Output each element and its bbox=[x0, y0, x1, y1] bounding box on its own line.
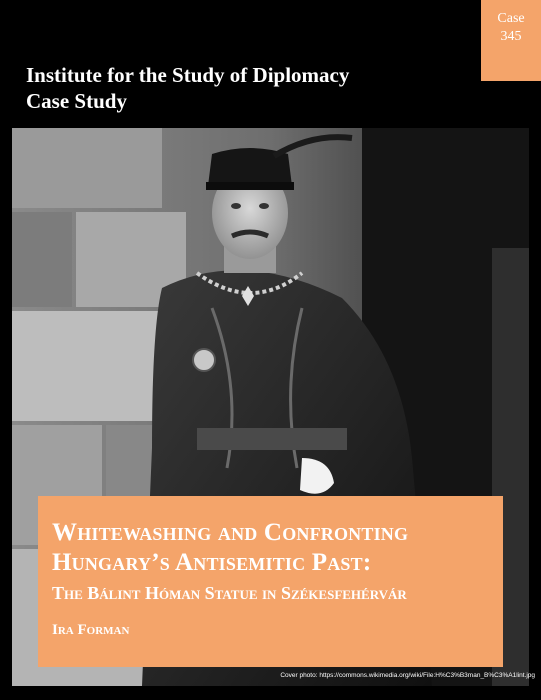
title-line-1: Whitewashing and Confronting bbox=[52, 519, 409, 546]
institute-title bbox=[26, 62, 349, 114]
title-box bbox=[38, 496, 503, 667]
case-label: Case bbox=[497, 11, 525, 26]
case-subtitle: The Bálint Hóman Statue in Székesfehérvár bbox=[52, 583, 407, 603]
author-name: Ira Forman bbox=[52, 622, 130, 638]
institute-name: Institute for the Study of Diplomacy bbox=[26, 63, 350, 87]
case-number-badge bbox=[481, 0, 541, 81]
cover-photo-credit: Cover photo: https://commons.wikimedia.org/wiki/File:H%C3%B3man_B%C3%A1lint.jpg bbox=[280, 672, 535, 679]
case-number: 345 bbox=[500, 29, 522, 44]
case-title bbox=[52, 518, 503, 578]
case-study-label: Case Study bbox=[26, 89, 127, 113]
header-bar bbox=[0, 0, 541, 128]
title-line-2: Hungary’s Antisemitic Past: bbox=[52, 549, 372, 576]
